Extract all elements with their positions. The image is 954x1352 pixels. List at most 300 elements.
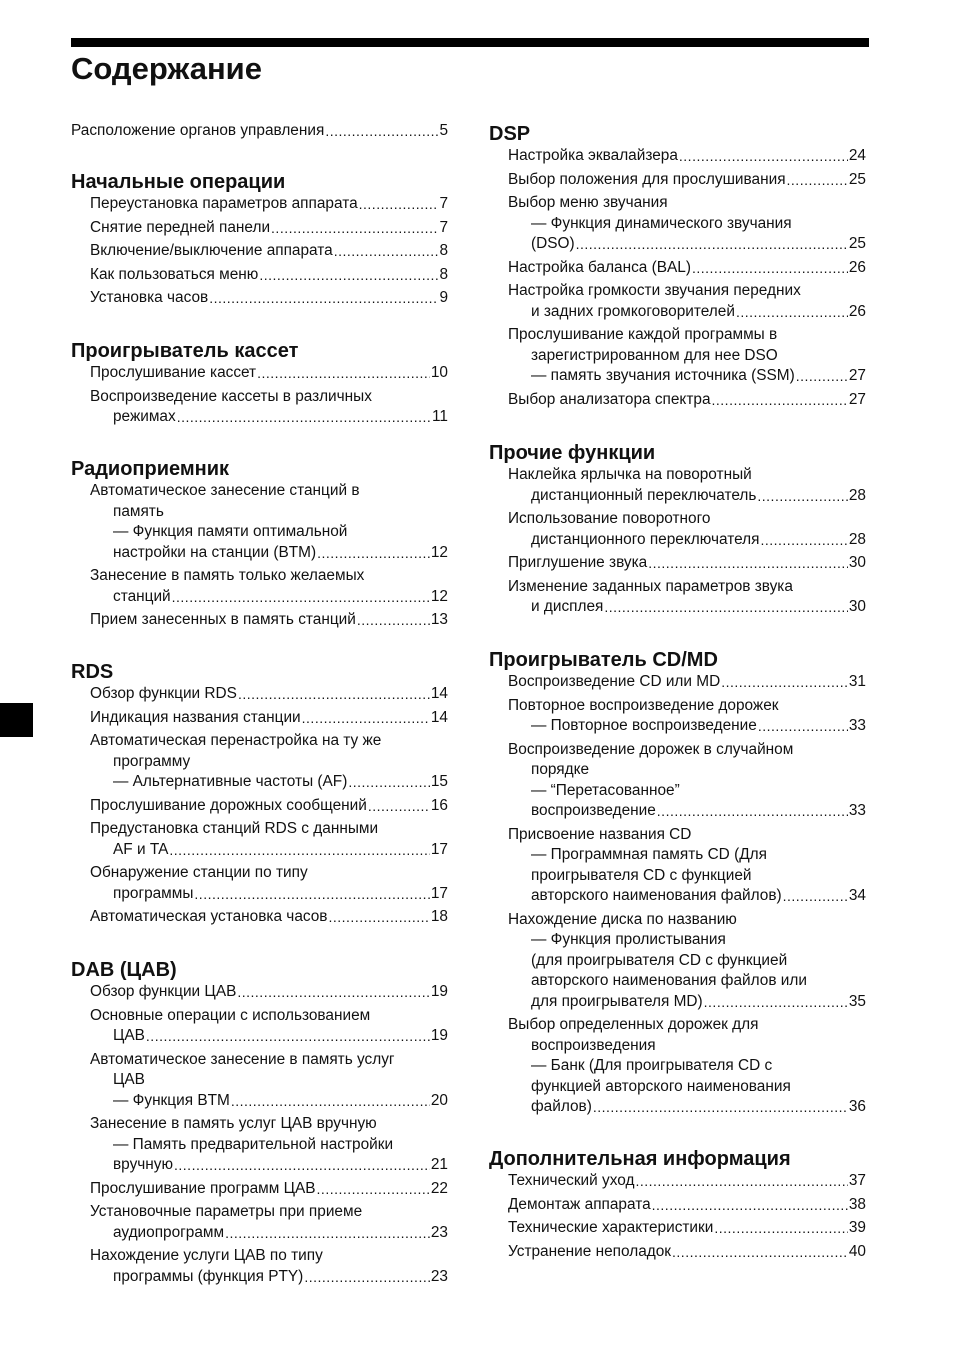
toc-entry-lines — [71, 863, 448, 904]
toc-entry[interactable] — [489, 577, 866, 618]
toc-entry-lines — [71, 218, 448, 239]
toc-entry-text: Как пользоваться меню — [90, 265, 259, 283]
toc-entry-line: программу — [113, 752, 191, 770]
toc-entry[interactable] — [489, 193, 866, 255]
dot-leader — [652, 1195, 848, 1216]
toc-entry[interactable] — [489, 390, 866, 411]
toc-entry-line — [90, 708, 448, 729]
toc-entry-lines — [489, 146, 866, 167]
toc-entry-text: — Повторное воспроизведение — [531, 717, 757, 734]
toc-entry-text: и дисплея — [531, 598, 604, 615]
toc-entry-line — [508, 302, 866, 323]
dot-leader — [172, 587, 430, 608]
toc-entry-lines — [71, 121, 448, 142]
toc-entry-lines — [71, 684, 448, 705]
page-number: 28 — [848, 486, 866, 504]
toc-entry-lines — [71, 1179, 448, 1200]
toc-entry-lines — [489, 1171, 866, 1192]
dot-leader — [237, 982, 430, 1003]
toc-entry-line: — “Перетасованное” — [531, 781, 680, 799]
toc-entry-line — [508, 234, 866, 255]
toc-entry[interactable] — [489, 696, 866, 737]
toc-entry-text: Устранение неполадок — [508, 1242, 672, 1260]
toc-entry-text: — Альтернативные частоты (AF) — [113, 773, 348, 790]
dot-leader — [672, 1242, 848, 1263]
page-number: 14 — [430, 685, 448, 702]
dot-leader — [259, 265, 438, 286]
toc-entry-line: — Память предварительной настройки — [113, 1135, 394, 1153]
dot-leader — [721, 672, 848, 693]
dot-leader — [576, 234, 848, 255]
page-number: 30 — [848, 554, 866, 571]
toc-entry-text: Выбор анализатора спектра — [508, 390, 711, 408]
toc-entry-lines — [71, 1006, 448, 1047]
page-number: 30 — [848, 598, 866, 615]
page-number: 7 — [439, 218, 448, 236]
toc-entry-line — [90, 241, 448, 262]
toc-section — [71, 339, 448, 431]
toc-entry-line: Присвоение названия CD — [508, 825, 692, 843]
toc-entry-line: Автоматическое занесение в память услуг — [90, 1050, 395, 1068]
toc-entry[interactable] — [71, 363, 448, 384]
toc-section — [489, 441, 866, 621]
toc-entry-text: Обзор функции ЦАВ — [90, 983, 237, 1000]
toc-entry-line — [508, 1218, 866, 1239]
page-number: 8 — [439, 265, 448, 283]
toc-entry-line: порядке — [531, 761, 590, 778]
dot-leader — [359, 194, 439, 215]
toc-entry-line: — Банк (Для проигрывателя CD с — [531, 1057, 773, 1074]
toc-entry[interactable] — [489, 672, 866, 693]
dot-leader — [271, 218, 438, 239]
toc-section — [71, 457, 448, 634]
toc-entry[interactable] — [71, 194, 448, 215]
toc-entry-line — [90, 884, 448, 905]
toc-entry-line — [508, 530, 866, 551]
toc-entry-line: Выбор определенных дорожек для — [508, 1016, 759, 1033]
toc-entry-text: Технические характеристики — [508, 1219, 714, 1236]
toc-entry-line — [508, 716, 866, 737]
toc-entry-line: Прослушивание каждой программы в — [508, 326, 778, 343]
toc-entry-text: Прослушивание кассет — [90, 364, 257, 381]
toc-entry-lines — [71, 907, 448, 928]
page-number: 12 — [430, 543, 448, 561]
toc-intro — [71, 121, 448, 145]
dot-leader — [593, 1097, 848, 1118]
page-number: 38 — [848, 1195, 866, 1213]
toc-entry-text: Прослушивание дорожных сообщений — [90, 796, 367, 814]
section-heading: Начальные операции — [71, 171, 286, 193]
page-number: 33 — [848, 802, 866, 819]
toc-entry-lines — [489, 696, 866, 737]
toc-entry[interactable] — [71, 708, 448, 729]
section-heading: Проигрыватель CD/MD — [489, 649, 718, 671]
dot-leader — [317, 1179, 430, 1200]
toc-entry-line — [508, 672, 866, 693]
toc-entry-text: Прослушивание программ ЦАВ — [90, 1179, 316, 1197]
toc-entry-lines — [71, 1202, 448, 1243]
toc-entry-lines — [489, 577, 866, 618]
toc-entry-lines — [489, 390, 866, 411]
toc-entry-text: Включение/выключение аппарата — [90, 242, 333, 259]
page-number: 27 — [848, 390, 866, 408]
toc-entry[interactable] — [71, 1050, 448, 1112]
toc-entry[interactable] — [71, 288, 448, 309]
toc-entry-line: Повторное воспроизведение дорожек — [508, 696, 779, 714]
toc-entry-line: Предустановка станций RDS с данными — [90, 820, 379, 837]
toc-entry[interactable] — [489, 825, 866, 907]
toc-entry-line — [90, 194, 448, 215]
toc-entry-text: Установка часов — [90, 289, 209, 306]
toc-entry-lines — [71, 363, 448, 384]
dot-leader — [146, 1026, 430, 1047]
toc-entry-line: ЦАВ — [113, 1071, 145, 1088]
toc-entry[interactable] — [71, 566, 448, 607]
toc-entry[interactable] — [489, 910, 866, 1013]
page-number: 26 — [848, 302, 866, 320]
section-heading: Проигрыватель кассет — [71, 340, 299, 362]
dot-leader — [635, 1171, 847, 1192]
section-heading: Прочие функции — [489, 442, 656, 464]
toc-entry-lines — [71, 610, 448, 631]
toc-entry[interactable] — [71, 241, 448, 262]
page-number: 25 — [848, 170, 866, 188]
toc-entry[interactable] — [71, 907, 448, 928]
toc-entry[interactable] — [489, 1195, 866, 1216]
toc-entry-text: Воспроизведение CD или MD — [508, 673, 721, 690]
toc-entry-line — [508, 366, 866, 387]
dot-leader — [209, 288, 438, 309]
toc-entry-text: дистанционный переключатель — [531, 486, 757, 504]
toc-entry-line — [90, 1026, 448, 1047]
toc-entry-line — [508, 486, 866, 507]
toc-entry-line — [90, 1091, 448, 1112]
toc-entry-text: Обзор функции RDS — [90, 685, 237, 702]
toc-entry-lines — [71, 708, 448, 729]
toc-entry-line — [90, 840, 448, 861]
toc-entry-lines — [71, 1246, 448, 1287]
toc-entry-lines — [489, 825, 866, 907]
toc-entry-line — [508, 992, 866, 1013]
page-number: 26 — [848, 258, 866, 276]
toc-entry[interactable] — [489, 325, 866, 387]
page-number: 13 — [430, 611, 448, 628]
toc-entry-text: программы (функция PTY) — [113, 1267, 304, 1285]
dot-leader — [760, 530, 847, 551]
page-number: 7 — [439, 195, 448, 212]
toc-entry-line — [90, 218, 448, 239]
dot-leader — [257, 363, 430, 384]
dot-leader — [328, 907, 429, 928]
toc-entry[interactable] — [489, 509, 866, 550]
toc-entry-line: — Программная память CD (Для — [531, 846, 767, 863]
dot-leader — [317, 543, 430, 564]
toc-entry[interactable] — [489, 1218, 866, 1239]
toc-entry-text: настройки на станции (BTM) — [113, 543, 317, 561]
page-number: 15 — [430, 773, 448, 790]
toc-entry-text: Прием занесенных в память станций — [90, 611, 356, 628]
page-number: 35 — [848, 992, 866, 1010]
toc-entry-line — [508, 801, 866, 822]
dot-leader — [758, 716, 848, 737]
dot-leader — [238, 684, 430, 705]
toc-entry-line — [508, 146, 866, 167]
toc-entry-lines — [489, 325, 866, 387]
dot-leader — [712, 390, 848, 411]
toc-entry-line: Автоматическая перенастройка на ту же — [90, 732, 382, 749]
toc-entry-text: Настройка эквалайзера — [508, 147, 678, 164]
page-number: 39 — [848, 1219, 866, 1236]
toc-entry-line — [508, 390, 866, 411]
toc-entry-lines — [71, 265, 448, 286]
toc-entry-line: проигрывателя CD с функцией — [531, 866, 752, 884]
toc-entry-lines — [71, 731, 448, 793]
toc-entry-text: дистанционного переключателя — [531, 530, 760, 548]
toc-entry-text: AF и TA — [113, 840, 169, 858]
toc-entry-text: аудиопрограмм — [113, 1223, 225, 1241]
dot-leader — [657, 801, 848, 822]
toc-entry-line: Использование поворотного — [508, 510, 711, 527]
toc-entry-text: Технический уход — [508, 1172, 635, 1189]
toc-entry-lines — [71, 796, 448, 817]
toc-section — [71, 660, 448, 931]
toc-entry[interactable] — [71, 387, 448, 428]
toc-entry-lines — [489, 170, 866, 191]
toc-entry[interactable] — [71, 1114, 448, 1176]
toc-entry-line: Занесение в память только желаемых — [90, 567, 365, 584]
toc-entry-lines — [489, 1015, 866, 1118]
toc-entry[interactable] — [71, 684, 448, 705]
page-number: 23 — [430, 1223, 448, 1241]
toc-entry[interactable] — [71, 731, 448, 793]
toc-entry-text: Переустановка параметров аппарата — [90, 195, 358, 212]
section-heading: DSP — [489, 123, 531, 145]
toc-entry[interactable] — [489, 553, 866, 574]
toc-entry-line — [90, 1179, 448, 1200]
toc-entry-line — [90, 796, 448, 817]
toc-entry-line — [508, 170, 866, 191]
toc-entry[interactable] — [489, 146, 866, 167]
dot-leader — [348, 772, 430, 793]
toc-entry-line: Автоматическое занесение станций в — [90, 482, 360, 499]
toc-entry-lines — [489, 1195, 866, 1216]
toc-entry[interactable] — [489, 1242, 866, 1263]
toc-entry-line — [90, 684, 448, 705]
toc-entry-lines — [489, 1218, 866, 1239]
toc-entry[interactable] — [71, 121, 448, 142]
toc-entry-lines — [71, 387, 448, 428]
toc-entry-line — [90, 363, 448, 384]
toc-entry-line — [508, 1171, 866, 1192]
toc-entry-text: и задних громкоговорителей — [531, 302, 735, 320]
page-number: 9 — [439, 289, 448, 306]
toc-entry-line — [90, 543, 448, 564]
toc-section — [489, 122, 866, 413]
toc-entry[interactable] — [489, 281, 866, 322]
page-number: 23 — [430, 1267, 448, 1285]
dot-leader — [225, 1223, 430, 1244]
toc-entry[interactable] — [71, 481, 448, 563]
toc-entry-line — [508, 1195, 866, 1216]
dot-leader — [302, 708, 430, 729]
toc-entry-lines — [489, 281, 866, 322]
toc-entry-lines — [489, 258, 866, 279]
page-number: 16 — [430, 796, 448, 814]
page-number: 12 — [430, 587, 448, 605]
toc-entry-text: — память звучания источника (SSM) — [531, 367, 795, 384]
dot-leader — [304, 1267, 430, 1288]
dot-leader — [368, 796, 430, 817]
dot-leader — [231, 1091, 430, 1112]
toc-entry[interactable] — [71, 265, 448, 286]
toc-entry-line — [508, 886, 866, 907]
dot-leader — [692, 258, 848, 279]
dot-leader — [757, 486, 847, 507]
toc-entry[interactable] — [71, 1202, 448, 1243]
toc-entry-lines — [71, 1050, 448, 1112]
toc-entry-text: вручную — [113, 1156, 174, 1173]
toc-entry-line — [508, 258, 866, 279]
page-number: 18 — [430, 908, 448, 925]
toc-entry-line: зарегистрированном для нее DSO — [531, 346, 778, 364]
toc-section — [489, 648, 866, 1121]
toc-entry[interactable] — [489, 465, 866, 506]
dot-leader — [796, 366, 848, 387]
toc-entry-line: Установочные параметры при приеме — [90, 1203, 363, 1220]
toc-entry-text: Индикация названия станции — [90, 708, 301, 726]
toc-entry-text: ЦАВ — [113, 1027, 145, 1044]
toc-entry[interactable] — [489, 170, 866, 191]
toc-entry-text: Выбор положения для прослушивания — [508, 170, 786, 188]
toc-entry-text: Приглушение звука — [508, 554, 648, 571]
page-number: 19 — [430, 983, 448, 1000]
toc-entry-line: Занесение в память услуг ЦАВ вручную — [90, 1115, 377, 1132]
toc-entry-line — [90, 982, 448, 1003]
page-number: 19 — [430, 1027, 448, 1044]
toc-entry[interactable] — [71, 982, 448, 1003]
toc-entry-lines — [71, 481, 448, 563]
toc-entry-line: Наклейка ярлычка на поворотный — [508, 466, 752, 483]
toc-entry-text: Настройка баланса (BAL) — [508, 258, 691, 276]
toc-section — [71, 958, 448, 1290]
toc-entry-line — [90, 907, 448, 928]
toc-entry-line — [90, 288, 448, 309]
toc-entry[interactable] — [71, 863, 448, 904]
toc-entry-text: — Функция BTM — [113, 1091, 230, 1109]
toc-entry-lines — [489, 509, 866, 550]
dot-leader — [334, 241, 439, 262]
page-number: 31 — [848, 673, 866, 690]
toc-entry-line: воспроизведения — [531, 1036, 656, 1054]
toc-entry-line — [90, 1223, 448, 1244]
page-number: 34 — [848, 887, 866, 904]
section-heading: RDS — [71, 661, 114, 683]
page-number: 17 — [430, 884, 448, 902]
toc-entry-line: Воспроизведение дорожек в случайном — [508, 740, 794, 758]
page-number: 37 — [848, 1172, 866, 1189]
toc-entry-line: авторского наименования файлов или — [531, 972, 807, 989]
toc-entry-line: (для проигрывателя CD с функцией — [531, 951, 788, 969]
toc-entry-text: Расположение органов управления — [71, 122, 325, 139]
toc-entry[interactable] — [71, 1246, 448, 1287]
toc-entry-line: Выбор меню звучания — [508, 194, 668, 211]
toc-entry-text: Демонтаж аппарата — [508, 1195, 651, 1213]
dot-leader — [783, 886, 848, 907]
toc-entry-text: для проигрывателя MD) — [531, 992, 703, 1010]
toc-entry-lines — [71, 288, 448, 309]
toc-entry[interactable] — [71, 610, 448, 631]
toc-entry-line — [508, 1242, 866, 1263]
page-number: 22 — [430, 1179, 448, 1197]
toc-entry-line: — Функция пролистывания — [531, 931, 726, 948]
dot-leader — [325, 121, 438, 142]
toc-entry-lines — [489, 740, 866, 822]
toc-entry[interactable] — [71, 819, 448, 860]
section-tab-marker — [0, 703, 33, 737]
toc-entry-lines — [489, 1242, 866, 1263]
header-rule — [71, 38, 869, 47]
page-number: 8 — [439, 242, 448, 259]
toc-entry-line: — Функция памяти оптимальной — [113, 523, 348, 540]
toc-entry-text: (DSO) — [531, 235, 575, 252]
section-heading: Радиоприемник — [71, 458, 230, 480]
toc-entry[interactable] — [489, 258, 866, 279]
toc-entry-line: память — [113, 502, 164, 520]
page-number: 20 — [430, 1091, 448, 1109]
toc-entry-text: Снятие передней панели — [90, 218, 271, 236]
dot-leader — [604, 597, 848, 618]
toc-entry[interactable] — [71, 1179, 448, 1200]
toc-entry-line: функцией авторского наименования — [531, 1077, 791, 1095]
toc-entry-text: Автоматическая установка часов — [90, 908, 328, 925]
toc-entry-line — [90, 407, 448, 428]
toc-entry[interactable] — [489, 740, 866, 822]
dot-leader — [736, 302, 848, 323]
section-heading: DAB (ЦАВ) — [71, 959, 177, 981]
toc-entry-lines — [71, 819, 448, 860]
toc-entry-lines — [71, 566, 448, 607]
dot-leader — [787, 170, 848, 191]
dot-leader — [177, 407, 431, 428]
toc-entry[interactable] — [71, 796, 448, 817]
toc-entry-lines — [71, 194, 448, 215]
toc-entry-line: — Функция динамического звучания — [531, 214, 792, 232]
toc-entry[interactable] — [489, 1015, 866, 1118]
toc-entry-line: Обнаружение станции по типу — [90, 864, 308, 881]
page-number: 10 — [430, 364, 448, 381]
page-number: 25 — [848, 235, 866, 252]
toc-entry-line: Нахождение услуги ЦАВ по типу — [90, 1247, 323, 1264]
toc-section — [489, 1147, 866, 1265]
toc-entry-text: программы — [113, 884, 194, 902]
toc-entry[interactable] — [489, 1171, 866, 1192]
toc-entry-line — [508, 1097, 866, 1118]
toc-entry[interactable] — [71, 218, 448, 239]
page-number: 5 — [439, 122, 448, 139]
toc-entry-line — [71, 121, 448, 142]
toc-entry-line — [508, 597, 866, 618]
toc-entry-text: файлов) — [531, 1098, 592, 1115]
toc-entry-lines — [489, 910, 866, 1013]
toc-entry-line: Изменение заданных параметров звука — [508, 577, 793, 595]
page-number: 36 — [848, 1098, 866, 1115]
toc-entry[interactable] — [71, 1006, 448, 1047]
toc-entry-lines — [71, 241, 448, 262]
toc-entry-lines — [489, 193, 866, 255]
section-heading: Дополнительная информация — [489, 1148, 791, 1170]
toc-entry-text: авторского наименования файлов) — [531, 887, 782, 904]
toc-entry-line — [90, 587, 448, 608]
